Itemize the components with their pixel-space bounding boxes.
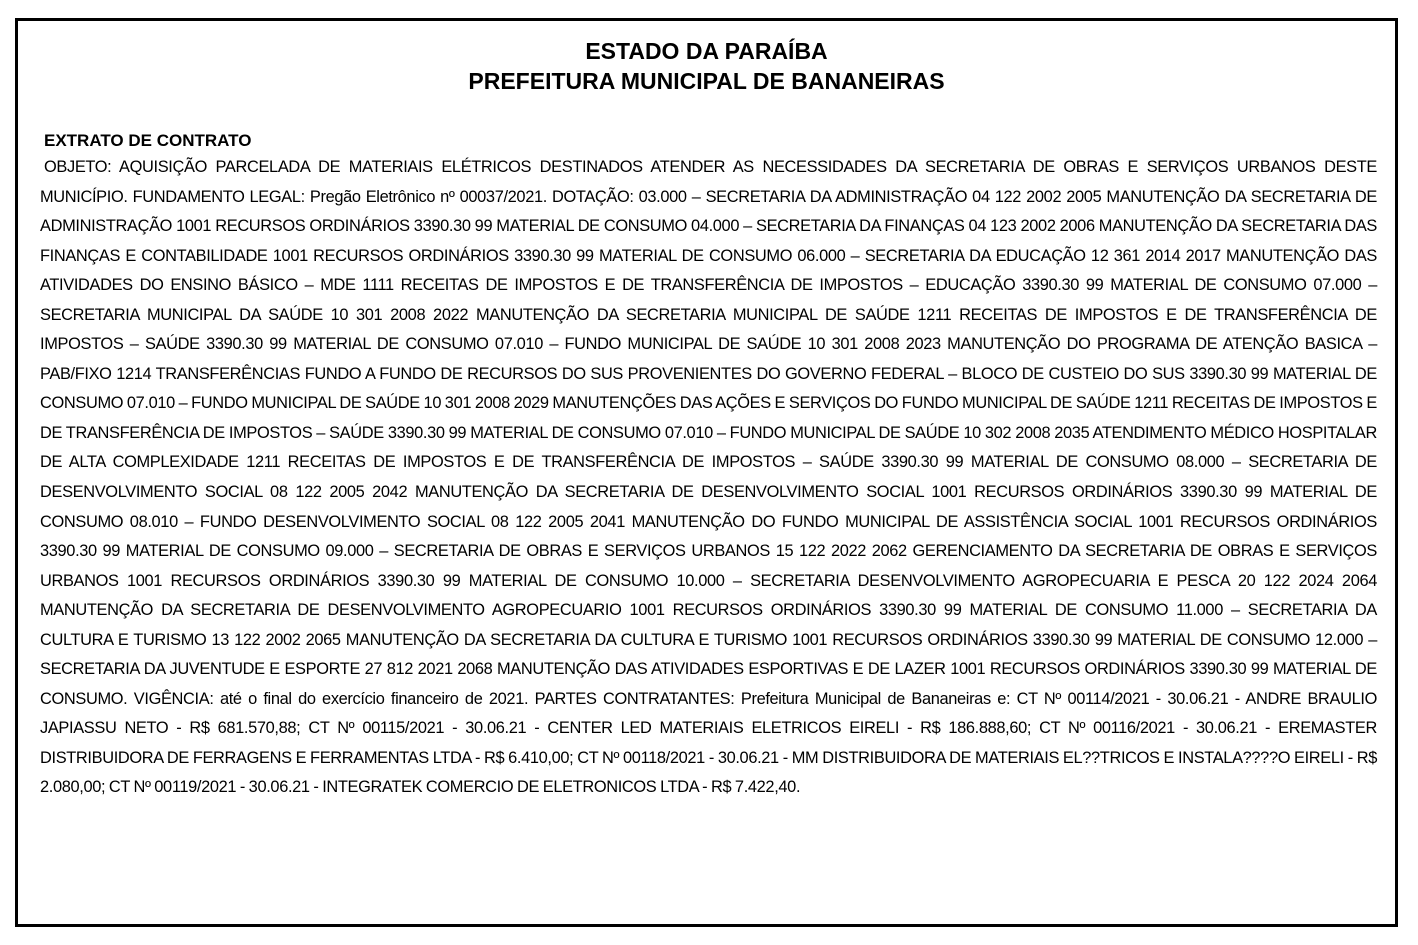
document-header bbox=[18, 36, 1395, 96]
municipality-title: PREFEITURA MUNICIPAL DE BANANEIRAS bbox=[468, 68, 945, 94]
state-title: ESTADO DA PARAÍBA bbox=[585, 38, 828, 64]
section-title: EXTRATO DE CONTRATO bbox=[44, 131, 252, 150]
contract-body-text: OBJETO: AQUISIÇÃO PARCELADA DE MATERIAIS ELÉTRICOS DESTINADOS ATENDER AS NECESSIDADES DA SECRETARIA DE OBRAS E SERVIÇOS URBANOS DESTE MUNICÍPIO. FUNDAMENTO LEGAL: Pregão Eletrônico nº 00037/2021. DOTAÇÃO: 03.000 – SECRETARIA DA ADMINISTRAÇÃO 04 122 2002 2005 MANUTENÇÃO DA SECRETARIA DE ADMINISTRAÇÃO 1001 RECURSOS ORDINÁRIOS 3390.30 99 MATERIAL DE CONSUMO 04.000 – SECRETARIA DA FINANÇAS 04 123 2002 2006 MANUTENÇÃO DA SECRETARIA DAS FINANÇAS E CONTABILIDADE 1001 RECURSOS ORDINÁRIOS 3390.30 99 MATERIAL DE CONSUMO 06.000 – SECRETARIA DA EDUCAÇÃO 12 361 2014 2017 MANUTENÇÃO DAS ATIVIDADES DO ENSINO BÁSICO – MDE 1111 RECEITAS DE IMPOSTOS E DE TRANSFERÊNCIA DE IMPOSTOS – EDUCAÇÃO 3390.30 99 MATERIAL DE CONSUMO 07.000 – SECRETARIA MUNICIPAL DA SAÚDE 10 301 2008 2022 MANUTENÇÃO DA SECRETARIA MUNICIPAL DE SAÚDE 1211 RECEITAS DE IMPOSTOS E DE TRANSFERÊNCIA DE IMPOSTOS – SAÚDE 3390.30 99 MATERIAL DE CONSUMO 07.010 – FUNDO MUNICIPAL DE SAÚDE 10 301 2008 2023 MANUTENÇÃO DO PROGRAMA DE ATENÇÃO BASICA – PAB/FIXO 1214 TRANSFERÊNCIAS FUNDO A FUNDO DE RECURSOS DO SUS PROVENIENTES DO GOVERNO FEDERAL – BLOCO DE CUSTEIO DO SUS 3390.30 99 MATERIAL DE CONSUMO 07.010 – FUNDO MUNICIPAL DE SAÚDE 10 301 2008 2029 MANUTENÇÕES DAS AÇÕES E SERVIÇOS DO FUNDO MUNICIPAL DE SAÚDE 1211 RECEITAS DE IMPOSTOS E DE TRANSFERÊNCIA DE IMPOSTOS – SAÚDE 3390.30 99 MATERIAL DE CONSUMO 07.010 – FUNDO MUNICIPAL DE SAÚDE 10 302 2008 2035 ATENDIMENTO MÉDICO HOSPITALAR DE ALTA COMPLEXIDADE 1211 RECEITAS DE IMPOSTOS E DE TRANSFERÊNCIA DE IMPOSTOS – SAÚDE 3390.30 99 MATERIAL DE CONSUMO 08.000 – SECRETARIA DE DESENVOLVIMENTO SOCIAL 08 122 2005 2042 MANUTENÇÃO DA SECRETARIA DE DESENVOLVIMENTO SOCIAL 1001 RECURSOS ORDINÁRIOS 3390.30 99 MATERIAL DE CONSUMO 08.010 – FUNDO DESENVOLVIMENTO SOCIAL 08 122 2005 2041 MANUTENÇÃO DO FUNDO MUNICIPAL DE ASSISTÊNCIA SOCIAL 1001 RECURSOS ORDINÁRIOS 3390.30 99 MATERIAL DE CONSUMO 09.000 – SECRETARIA DE OBRAS E SERVIÇOS URBANOS 15 122 2022 2062 GERENCIAMENTO DA SECRETARIA DE OBRAS E SERVIÇOS URBANOS 1001 RECURSOS ORDINÁRIOS 3390.30 99 MATERIAL DE CONSUMO 10.000 – SECRETARIA DESENVOLVIMENTO AGROPECUARIA E PESCA 20 122 2024 2064 MANUTENÇÃO DA SECRETARIA DE DESENVOLVIMENTO AGROPECUARIO 1001 RECURSOS ORDINÁRIOS 3390.30 99 MATERIAL DE CONSUMO 11.000 – SECRETARIA DA CULTURA E TURISMO 13 122 2002 2065 MANUTENÇÃO DA SECRETARIA DA CULTURA E TURISMO 1001 RECURSOS ORDINÁRIOS 3390.30 99 MATERIAL DE CONSUMO 12.000 – SECRETARIA DA JUVENTUDE E ESPORTE 27 812 2021 2068 MANUTENÇÃO DAS ATIVIDADES ESPORTIVAS E DE LAZER 1001 RECURSOS ORDINÁRIOS 3390.30 99 MATERIAL DE CONSUMO. VIGÊNCIA: até o final do exercício financeiro de 2021. PARTES CONTRATANTES: Prefeitura Municipal de Bananeiras e: CT Nº 00114/2021 - 30.06.21 - ANDRE BRAULIO JAPIASSU NETO - R$ 681.570,88; CT Nº 00115/2021 - 30.06.21 - CENTER LED MATERIAIS ELETRICOS EIRELI - R$ 186.888,60; CT Nº 00116/2021 - 30.06.21 - EREMASTER DISTRIBUIDORA DE FERRAGENS E FERRAMENTAS LTDA - R$ 6.410,00; CT Nº 00118/2021 - 30.06.21 - MM DISTRIBUIDORA DE MATERIAIS EL??TRICOS E INSTALA????O EIRELI - R$ 2.080,00; CT Nº 00119/2021 - 30.06.21 - INTEGRATEK COMERCIO DE ELETRONICOS LTDA - R$ 7.422,40. bbox=[40, 158, 1377, 797]
document-content bbox=[40, 129, 1377, 803]
document-frame bbox=[15, 18, 1398, 927]
